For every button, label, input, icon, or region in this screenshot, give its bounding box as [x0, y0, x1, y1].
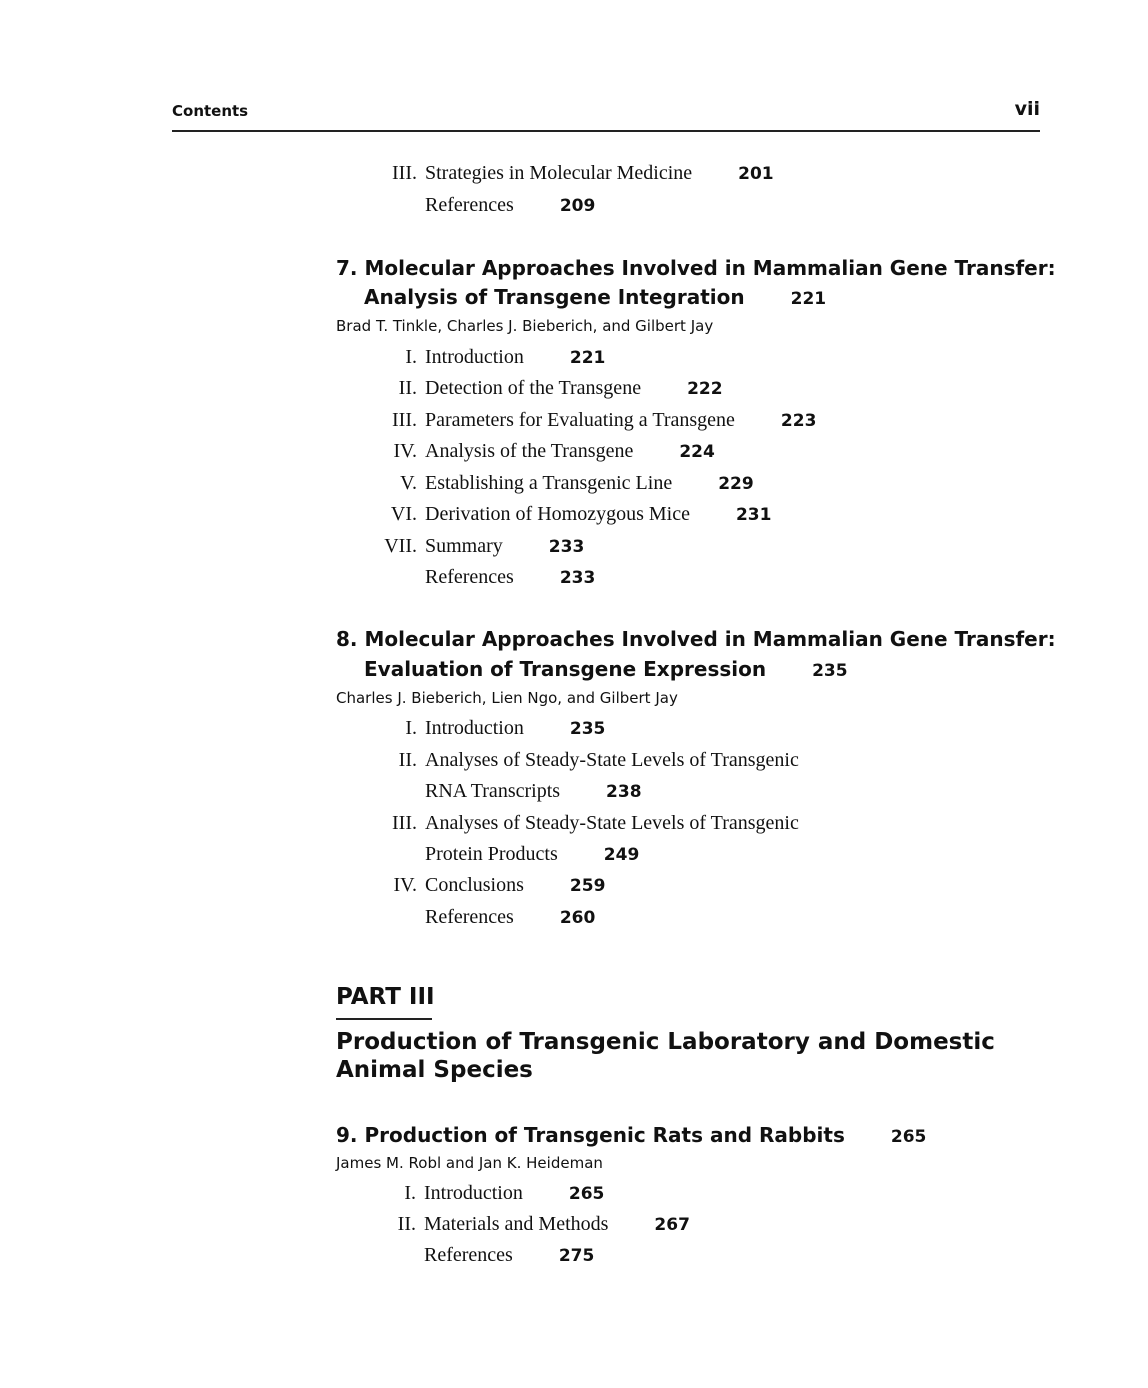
- chapter-number: 9.: [336, 1123, 358, 1147]
- entry-title: References: [425, 194, 514, 216]
- chapter-number: 7.: [336, 256, 358, 280]
- entry-page: 275: [558, 1246, 595, 1266]
- entry-title: Analysis of the Transgene: [425, 440, 634, 462]
- toc-entry[interactable]: [373, 158, 774, 188]
- entry-title: References: [425, 906, 514, 928]
- toc-entry[interactable]: [373, 468, 754, 498]
- toc-entry[interactable]: [373, 776, 642, 806]
- entry-page: 201: [738, 164, 774, 184]
- chapter-7-authors: Brad T. Tinkle, Charles J. Bieberich, and Gilbert Jay: [336, 317, 714, 335]
- entry-title: Introduction: [425, 346, 524, 368]
- entry-title: RNA Transcripts: [425, 780, 561, 802]
- chapter-number: 8.: [336, 627, 358, 651]
- entry-page: 229: [718, 474, 754, 494]
- chapter-title-line: Analysis of Transgene Integration: [364, 285, 745, 309]
- entry-page: 224: [679, 442, 715, 462]
- chapter-8-title[interactable]: [336, 624, 1056, 654]
- entry-page: 209: [559, 196, 596, 216]
- toc-entry[interactable]: [372, 1240, 594, 1270]
- page-folio: vii: [1014, 98, 1040, 120]
- toc-entry[interactable]: [373, 745, 799, 775]
- chapter-8-title-cont[interactable]: [364, 654, 848, 686]
- entry-number: V.: [400, 472, 417, 494]
- entry-page: 249: [603, 845, 640, 865]
- entry-number: VII.: [384, 535, 417, 557]
- chapter-title-line: Production of Transgenic Rats and Rabbits: [364, 1123, 845, 1147]
- chapter-title-line: Evaluation of Transgene Expression: [364, 657, 767, 681]
- entry-number: I.: [405, 717, 417, 739]
- chapter-9-title[interactable]: [336, 1120, 926, 1152]
- entry-page: 233: [548, 537, 585, 557]
- entry-title: Analyses of Steady-State Levels of Transgenic: [425, 749, 799, 771]
- entry-page: 259: [569, 876, 606, 896]
- entry-title: References: [424, 1244, 513, 1266]
- entry-number: IV.: [393, 440, 417, 462]
- entry-number: I.: [404, 1182, 416, 1204]
- entry-number: II.: [398, 377, 417, 399]
- toc-entry[interactable]: [373, 839, 639, 869]
- toc-entry[interactable]: [373, 531, 584, 561]
- entry-number: IV.: [393, 874, 417, 896]
- toc-entry[interactable]: [373, 870, 605, 900]
- chapter-8-authors: Charles J. Bieberich, Lien Ngo, and Gilbert Jay: [336, 689, 678, 707]
- entry-number: III.: [392, 409, 417, 431]
- entry-title: Conclusions: [425, 874, 524, 896]
- part-label: PART III: [336, 984, 435, 1010]
- toc-entry[interactable]: [372, 1178, 604, 1208]
- entry-page: 222: [687, 379, 723, 399]
- chapter-page: 265: [890, 1127, 927, 1147]
- toc-entry[interactable]: [373, 405, 816, 435]
- entry-page: 221: [569, 348, 606, 368]
- entry-title: Strategies in Molecular Medicine: [425, 162, 693, 184]
- entry-page: 260: [559, 908, 596, 928]
- entry-title: Detection of the Transgene: [425, 377, 642, 399]
- entry-page: 265: [568, 1184, 605, 1204]
- entry-title: References: [425, 566, 514, 588]
- entry-page: 233: [559, 568, 596, 588]
- toc-entry[interactable]: [373, 499, 771, 529]
- chapter-title-line: Molecular Approaches Involved in Mammalian Gene Transfer:: [364, 256, 1056, 280]
- chapter-7-title-cont[interactable]: [364, 282, 826, 314]
- entry-number: III.: [392, 812, 417, 834]
- chapter-7-title[interactable]: [336, 253, 1056, 283]
- entry-title: Introduction: [425, 717, 524, 739]
- entry-title: Introduction: [424, 1182, 523, 1204]
- toc-entry[interactable]: [373, 190, 595, 220]
- entry-page: 223: [780, 411, 817, 431]
- toc-entry[interactable]: [373, 342, 605, 372]
- running-head: [172, 98, 1040, 132]
- chapter-title-line: Molecular Approaches Involved in Mammalian Gene Transfer:: [364, 627, 1056, 651]
- entry-number: VI.: [390, 503, 417, 525]
- entry-title: Protein Products: [425, 843, 558, 865]
- entry-page: 267: [654, 1215, 690, 1235]
- toc-entry[interactable]: [373, 902, 595, 932]
- entry-number: I.: [405, 346, 417, 368]
- toc-entry[interactable]: [373, 562, 595, 592]
- toc-entry[interactable]: [373, 373, 723, 403]
- toc-entry[interactable]: [372, 1209, 690, 1239]
- chapter-9-authors: James M. Robl and Jan K. Heideman: [336, 1154, 603, 1172]
- toc-entry[interactable]: [373, 713, 605, 743]
- entry-number: II.: [398, 749, 417, 771]
- running-head-title: Contents: [172, 102, 249, 120]
- entry-title: Derivation of Homozygous Mice: [425, 503, 690, 525]
- toc-entry[interactable]: [373, 436, 715, 466]
- entry-number: II.: [397, 1213, 416, 1235]
- toc-entry[interactable]: [373, 808, 799, 838]
- entry-title: Analyses of Steady-State Levels of Transgenic: [425, 812, 799, 834]
- entry-title: Parameters for Evaluating a Transgene: [425, 409, 735, 431]
- entry-page: 235: [569, 719, 606, 739]
- chapter-page: 235: [812, 661, 848, 681]
- entry-page: 238: [606, 782, 642, 802]
- entry-title: Materials and Methods: [424, 1213, 609, 1235]
- part-title: Production of Transgenic Laboratory and Domestic Animal Species: [336, 1029, 995, 1083]
- part-rule: [336, 1018, 432, 1020]
- chapter-page: 221: [790, 289, 827, 309]
- entry-title: Establishing a Transgenic Line: [425, 472, 673, 494]
- entry-title: Summary: [425, 535, 503, 557]
- entry-number: III.: [392, 162, 417, 184]
- entry-page: 231: [735, 505, 772, 525]
